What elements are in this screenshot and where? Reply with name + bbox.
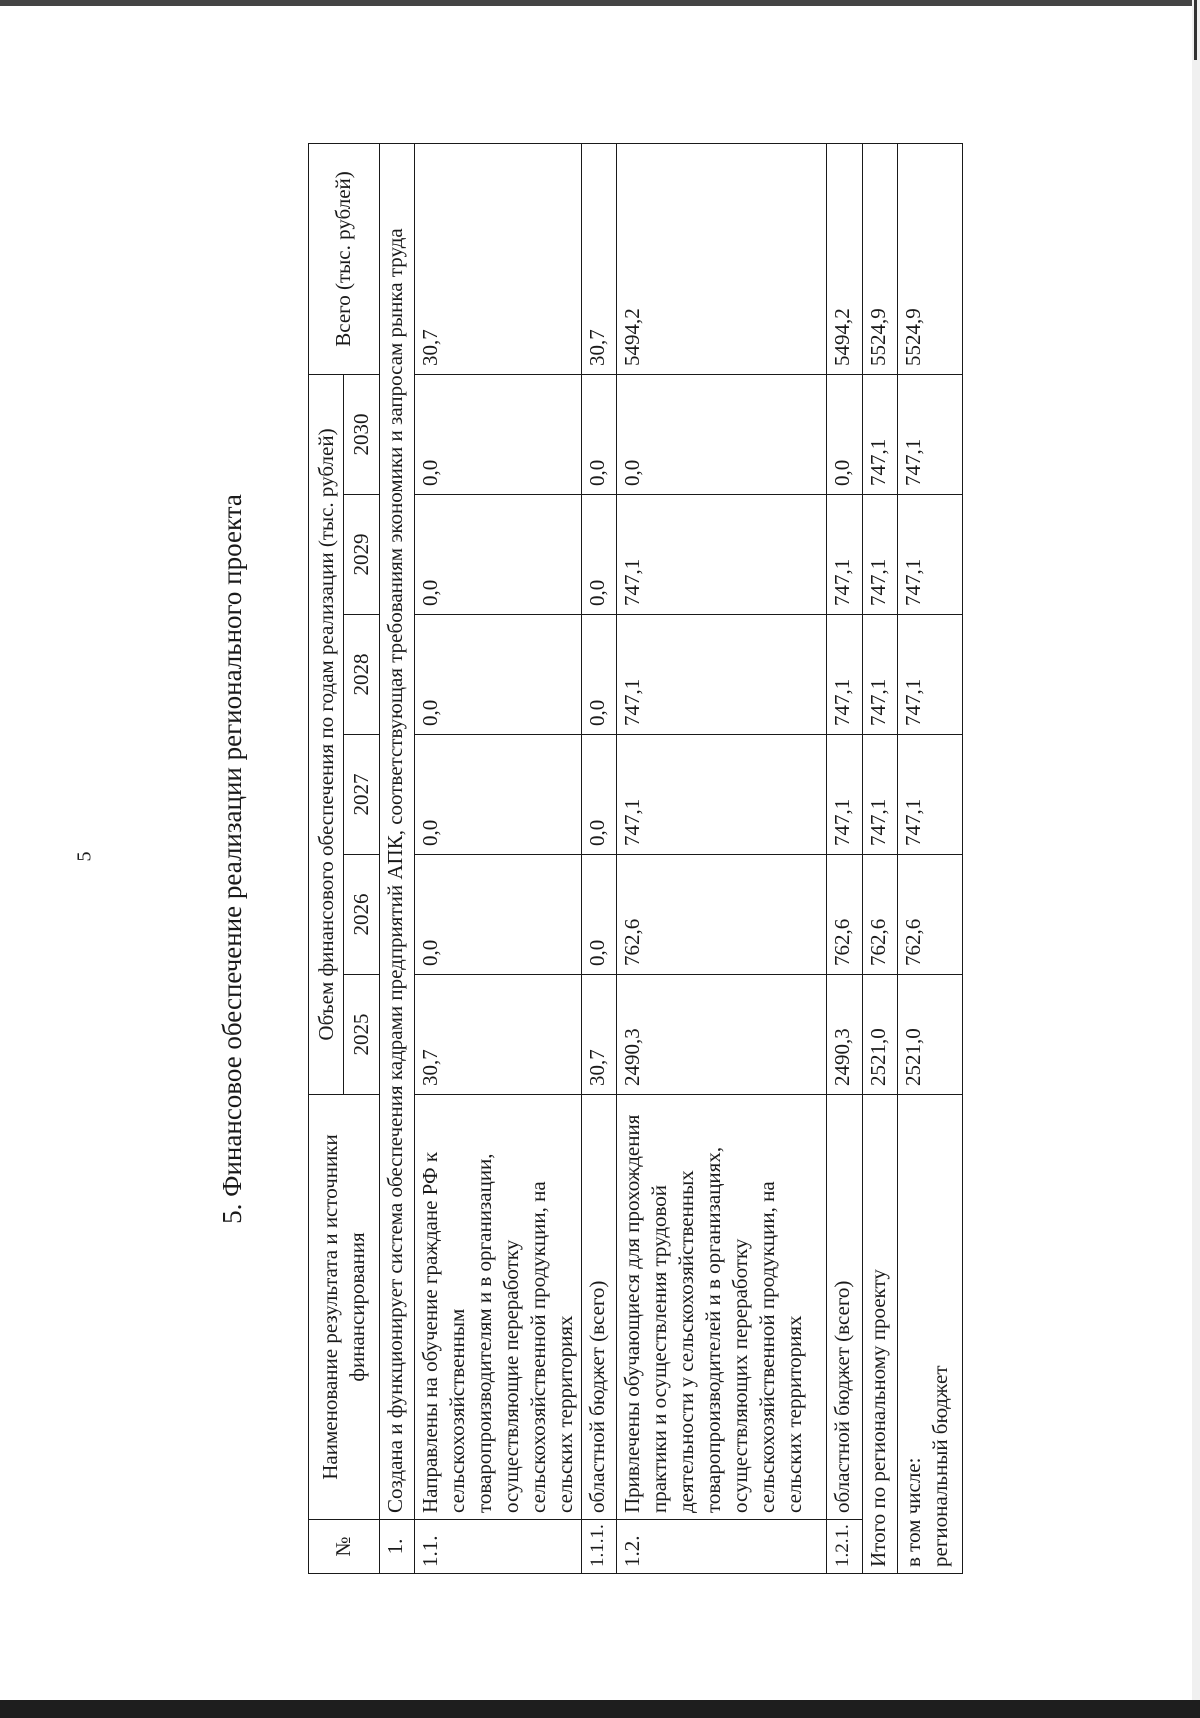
table-row <box>414 143 581 1573</box>
value-cell: 0,0 <box>414 855 581 975</box>
financing-table <box>308 143 963 1574</box>
row-name-line: региональный бюджет <box>927 1365 952 1567</box>
row-name: Направлены на обучение граждане РФ к сельскохозяйственным товаропроизводителям и в организации, осуществляющие переработку сельскохозяйственной продукции, на сельских территориях <box>414 1095 581 1520</box>
total-cell: 5494,2 <box>617 143 827 374</box>
total-cell: 30,7 <box>581 143 616 374</box>
row-number: 1. <box>379 1520 414 1574</box>
value-cell: 2490,3 <box>617 975 827 1095</box>
row-number: 1.1.1. <box>581 1520 616 1574</box>
header-name: Наименование результата и источники финансирования <box>309 1095 380 1520</box>
value-cell: 747,1 <box>827 735 862 855</box>
row-number: 1.2. <box>617 1520 827 1574</box>
row-name: областной бюджет (всего) <box>581 1095 616 1520</box>
value-cell: 0,0 <box>617 374 827 494</box>
header-volume: Объем финансового обеспечения по годам реализации (тыс. рублей) <box>309 374 344 1094</box>
value-cell: 30,7 <box>581 975 616 1095</box>
value-cell: 0,0 <box>581 855 616 975</box>
row-name: областной бюджет (всего) <box>827 1095 862 1520</box>
value-cell: 0,0 <box>827 374 862 494</box>
scan-edge-bottom <box>0 1700 1200 1718</box>
header-no: № <box>309 1520 380 1574</box>
value-cell: 30,7 <box>414 975 581 1095</box>
value-cell: 747,1 <box>617 615 827 735</box>
value-cell: 747,1 <box>897 374 962 494</box>
value-cell: 0,0 <box>414 495 581 615</box>
row-name: Привлечены обучающиеся для прохождения практики и осуществления трудовой деятельности у сельскохозяйственных товаропроизводителей и в организациях, осуществляющих переработку сельскохозяйственной продукции, на сельских территориях <box>617 1095 827 1520</box>
value-cell: 762,6 <box>617 855 827 975</box>
header-year: 2027 <box>344 735 379 855</box>
value-cell: 747,1 <box>617 495 827 615</box>
scan-edge-mark <box>1194 0 1197 60</box>
total-cell: 30,7 <box>414 143 581 374</box>
value-cell: 2521,0 <box>897 975 962 1095</box>
value-cell: 747,1 <box>897 735 962 855</box>
value-cell: 2521,0 <box>862 975 897 1095</box>
header-row <box>309 143 344 1573</box>
table-row <box>617 143 827 1573</box>
section-title: 5. Финансовое обеспечение реализации регионального проекта <box>217 494 247 1224</box>
header-year: 2029 <box>344 495 379 615</box>
document-page <box>210 99 990 1619</box>
row-number: 1.2.1. <box>827 1520 862 1574</box>
total-cell: 5524,9 <box>862 143 897 374</box>
value-cell: 747,1 <box>897 495 962 615</box>
header-year: 2028 <box>344 615 379 735</box>
value-cell: 2490,3 <box>827 975 862 1095</box>
table-row-section <box>379 143 414 1573</box>
value-cell: 0,0 <box>581 495 616 615</box>
table-row-total <box>862 143 897 1573</box>
table-row-breakdown <box>897 143 962 1573</box>
row-name-line: в том числе: <box>900 1457 925 1567</box>
value-cell: 0,0 <box>581 615 616 735</box>
value-cell: 0,0 <box>581 374 616 494</box>
value-cell: 762,6 <box>862 855 897 975</box>
value-cell: 0,0 <box>414 735 581 855</box>
row-name: Итого по региональному проекту <box>862 1095 897 1574</box>
page-number: 5 <box>73 851 96 862</box>
value-cell: 0,0 <box>581 735 616 855</box>
value-cell: 747,1 <box>862 735 897 855</box>
value-cell: 747,1 <box>827 495 862 615</box>
header-year: 2025 <box>344 975 379 1095</box>
value-cell: 762,6 <box>827 855 862 975</box>
value-cell: 0,0 <box>414 615 581 735</box>
section-text: Создана и функционирует система обеспечения кадрами предприятий АПК, соответствующая требованиям экономики и запросам рынка труда <box>379 143 414 1519</box>
scan-edge-top <box>0 0 1200 6</box>
row-number: 1.1. <box>414 1520 581 1574</box>
table-row <box>581 143 616 1573</box>
scan-edge-right <box>1192 0 1200 1718</box>
total-cell: 5494,2 <box>827 143 862 374</box>
value-cell: 747,1 <box>862 615 897 735</box>
value-cell: 747,1 <box>862 374 897 494</box>
value-cell: 0,0 <box>414 374 581 494</box>
header-total: Всего (тыс. рублей) <box>309 143 380 374</box>
total-cell: 5524,9 <box>897 143 962 374</box>
row-name <box>897 1095 962 1574</box>
value-cell: 747,1 <box>617 735 827 855</box>
value-cell: 747,1 <box>827 615 862 735</box>
table-row <box>827 143 862 1573</box>
value-cell: 762,6 <box>897 855 962 975</box>
header-year: 2026 <box>344 855 379 975</box>
value-cell: 747,1 <box>897 615 962 735</box>
value-cell: 747,1 <box>862 495 897 615</box>
header-year: 2030 <box>344 374 379 494</box>
